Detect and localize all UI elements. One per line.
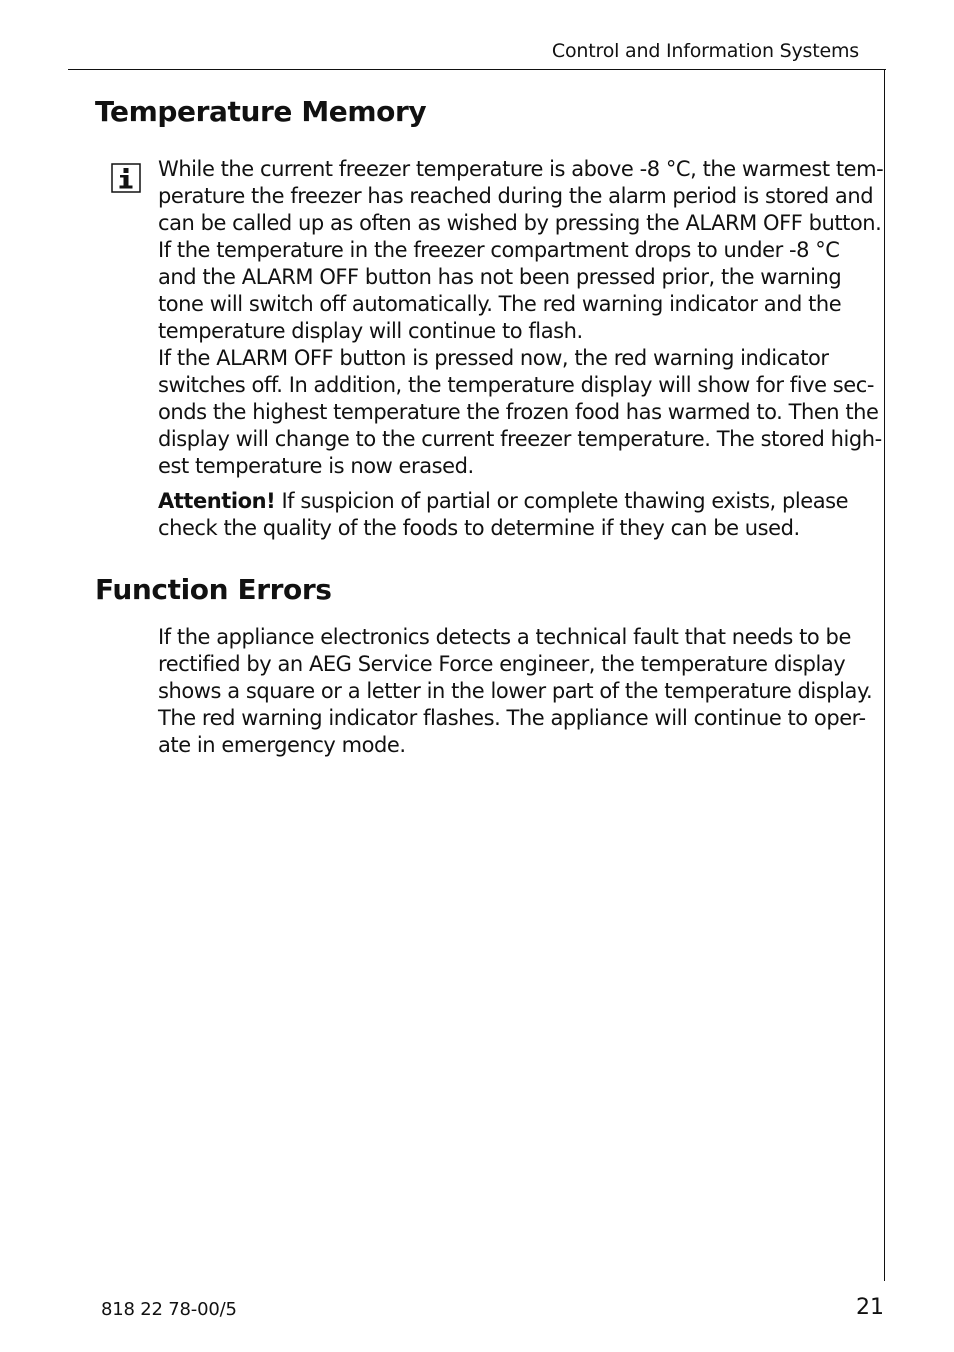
header-rule [68,69,886,70]
running-head: Control and Information Systems [551,40,859,62]
paragraph-gap [158,480,870,488]
body-line: perature the freezer has reached during the alarm period is stored and [158,184,874,208]
attention-text: If suspicion of partial or complete thawing exists, please [275,489,849,513]
page-number: 21 [856,1295,884,1320]
info-icon [111,163,141,193]
body-line: If the appliance electronics detects a technical fault that needs to be [158,625,851,649]
body-line: If the ALARM OFF button is pressed now, the red warning indicator [158,346,829,370]
body-line: est temperature is now erased. [158,454,474,478]
body-line: While the current freezer temperature is above -8 °C, the warmest tem- [158,157,884,181]
margin-rule [884,69,885,1281]
body-line: ate in emergency mode. [158,733,406,757]
body-line: If the temperature in the freezer compartment drops to under -8 °C [158,238,840,262]
attention-label: Attention! [158,489,276,513]
body-line: display will change to the current freezer temperature. The stored high- [158,427,882,451]
body-line: can be called up as often as wished by pressing the ALARM OFF button. [158,211,882,235]
body-line: rectified by an AEG Service Force engineer, the temperature display [158,652,846,676]
body-line: switches off. In addition, the temperature display will show for five sec- [158,373,874,397]
attention-line [158,488,870,515]
body-line: onds the highest temperature the frozen food has warmed to. Then the [158,400,879,424]
section-heading-temperature-memory: Temperature Memory [95,95,427,128]
body-line: tone will switch off automatically. The red warning indicator and the [158,292,842,316]
document-number: 818 22 78-00/5 [101,1299,237,1320]
body-line: temperature display will continue to flash. [158,319,583,343]
function-errors-body [158,624,873,759]
body-line: shows a square or a letter in the lower part of the temperature display. [158,679,873,703]
section-heading-function-errors: Function Errors [95,573,332,606]
body-line: and the ALARM OFF button has not been pressed prior, the warning [158,265,842,289]
body-line: The red warning indicator flashes. The appliance will continue to oper- [158,706,866,730]
body-line: check the quality of the foods to determine if they can be used. [158,516,800,540]
temperature-memory-body [158,156,884,542]
